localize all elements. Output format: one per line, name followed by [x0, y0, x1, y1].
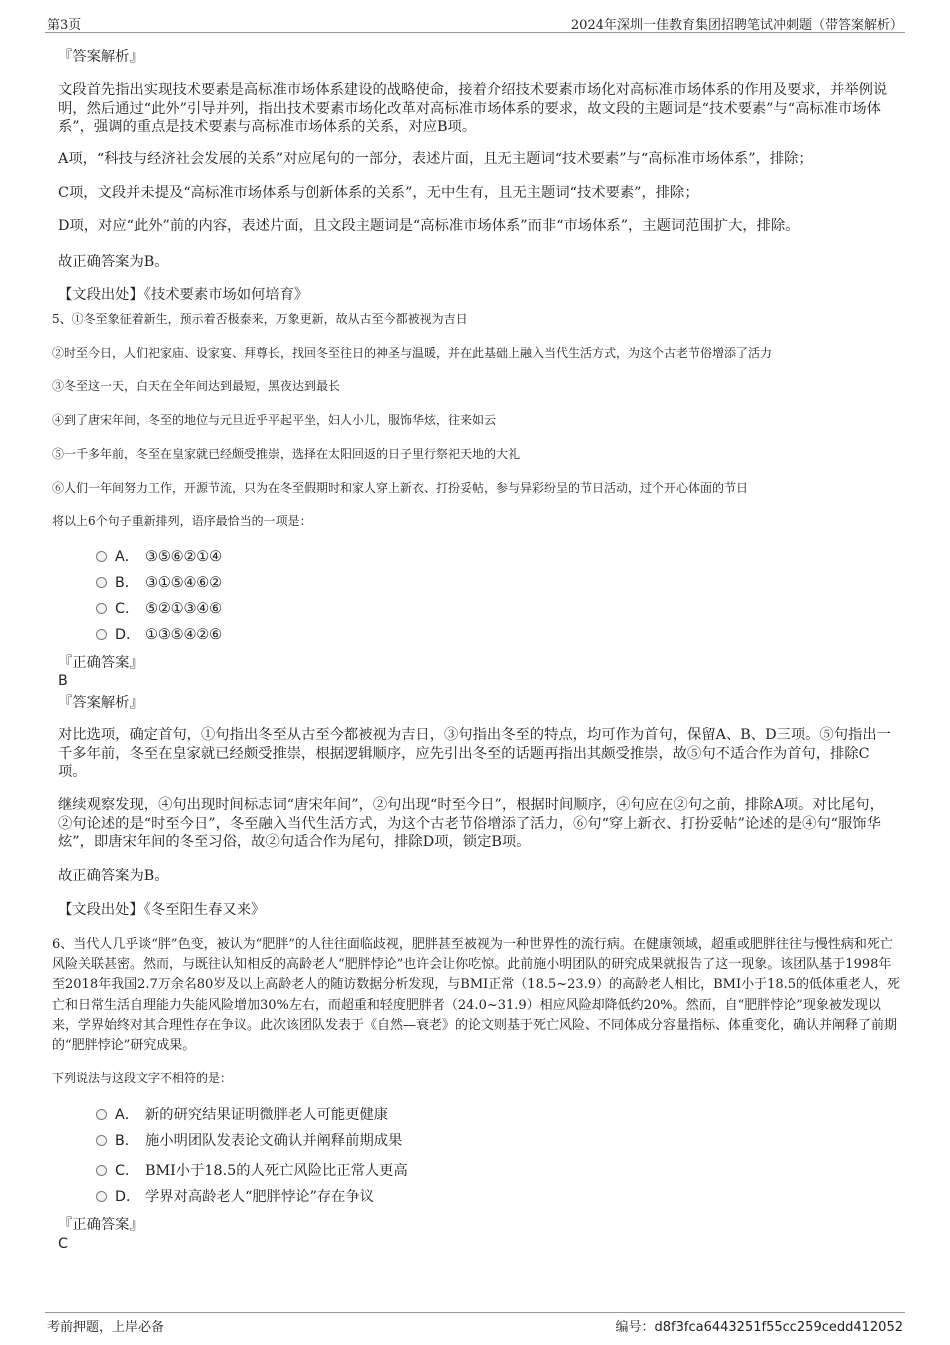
- footer-code: [616, 1316, 903, 1335]
- q5-answer-label: 『正确答案』: [58, 655, 144, 671]
- q6-prompt: 下列说法与这段文字不相符的是：: [52, 1071, 233, 1085]
- q5-source: 【文段出处】《冬至阳生春又来》: [58, 902, 266, 918]
- q5-answer-statement: 故正确答案为B。: [58, 868, 169, 884]
- q4-answer-statement: 故正确答案为B。: [58, 254, 169, 270]
- q5-answer: B: [58, 673, 68, 689]
- radio-icon[interactable]: [96, 629, 107, 640]
- radio-icon[interactable]: [96, 1135, 107, 1146]
- q5-sentence-1: 5、①冬至象征着新生，预示着否极泰来，万象更新，故从古至今都被视为吉日: [52, 312, 468, 326]
- q5-sentence-6: ⑥人们一年间努力工作，开源节流，只为在冬至假期时和家人穿上新衣、打扮妥帖，参与异彩纷呈的节日活动，过个开心体面的节日: [52, 481, 749, 495]
- q5-analysis-paragraph-1: 对比选项，确定首句，①句指出冬至从古至今都被视为吉日，③句指出冬至的特点，均可作为首句，保留A、B、D三项。⑤句指出一千多年前，冬至在皇家就已经颇受推崇，根据逻辑顺序，应先引出冬至的话题再指出其颇受推崇，故⑤句不适合作为首句，排除C项。: [58, 727, 891, 780]
- page-footer: [45, 1312, 905, 1333]
- page-number: 第3页: [47, 18, 82, 33]
- q5-sentence-4: ④到了唐宋年间，冬至的地位与元旦近乎平起平坐，妇人小儿，服饰华炫，往来如云: [52, 413, 497, 427]
- page-header: [45, 14, 905, 33]
- q4-source: 【文段出处】《技术要素市场如何培育》: [58, 287, 309, 303]
- radio-icon[interactable]: [96, 603, 107, 614]
- q5-analysis-label: 『答案解析』: [58, 695, 144, 711]
- q6-option-b[interactable]: B． 施小明团队发表论文确认并阐释前期成果: [96, 1131, 402, 1151]
- radio-icon[interactable]: [96, 1165, 107, 1176]
- footer-code-label: 编号：: [615, 1320, 655, 1335]
- q5-sentence-5: ⑤一千多年前，冬至在皇家就已经颇受推崇，选择在太阳回返的日子里行祭祀天地的大礼: [52, 447, 521, 461]
- q5-option-d[interactable]: D． ①③⑤④②⑥: [96, 625, 222, 645]
- q4-analysis-paragraph-3: C项，文段并未提及“高标准市场体系与创新体系的关系”，无中生有，且无主题词“技术要素”，排除；: [58, 185, 699, 201]
- q5-option-b[interactable]: B． ③①⑤④⑥②: [96, 573, 222, 593]
- footer-slogan: 考前押题，上岸必备: [47, 1320, 165, 1335]
- q4-analysis-label: 『答案解析』: [58, 49, 144, 65]
- q6-answer: C: [58, 1236, 68, 1252]
- q4-analysis-paragraph-4: D项，对应“此外”前的内容，表述片面，且文段主题词是“高标准市场体系”而非“市场体系”，主题词范围扩大，排除。: [58, 218, 800, 234]
- q6-option-a[interactable]: A． 新的研究结果证明微胖老人可能更健康: [96, 1105, 388, 1125]
- q5-sentence-3: ③冬至这一天，白天在全年间达到最短，黑夜达到最长: [52, 379, 341, 393]
- q6-passage: 6、当代人几乎谈“胖”色变，被认为“肥胖”的人往往面临歧视，肥胖甚至被视为一种世界性的流行病。在健康领域，超重或肥胖往往与慢性病和死亡风险关联甚密。然而，与既往认知相反的高龄老人“肥胖悖论”也许会让你吃惊。此前施小明团队的研究成果就报告了这一现象。该团队基于1998年至2018年我国2.7万余名80岁及以上高龄老人的随访数据分析发现，与BMI正常（18.5~23.9）的高龄老人相比，BMI小于18.5的低体重老人，死亡和日常生活自理能力失能风险增加30%左右，而超重和轻度肥胖者（24.0~31.9）相应风险却降低约20%。然而，自“肥胖悖论”现象被发现以来，学界始终对其合理性存在争议。此次该团队发表于《自然—衰老》的论文则基于死亡风险、不同体成分容量指标、体重变化，确认并阐释了前期的“肥胖悖论”研究成果。: [52, 937, 901, 1054]
- q5-option-c[interactable]: C． ⑤②①③④⑥: [96, 599, 222, 619]
- q6-option-d[interactable]: D． 学界对高龄老人“肥胖悖论”存在争议: [96, 1187, 374, 1207]
- radio-icon[interactable]: [96, 1191, 107, 1202]
- q5-sentence-2: ②时至今日，人们祀家庙、设家宴、拜尊长，找回冬至往日的神圣与温暖，并在此基础上融入当代生活方式，为这个古老节俗增添了活力: [52, 346, 773, 360]
- footer-code-value: d8f3fca6443251f55cc259cedd412052: [654, 1320, 903, 1335]
- q5-analysis-paragraph-2: 继续观察发现，④句出现时间标志词“唐宋年间”，②句出现“时至今日”，根据时间顺序，④句应在②句之前，排除A项。对比尾句，②句论述的是“时至今日”，冬至融入当代生活方式，为这个古老节俗增添了活力，⑥句“穿上新衣、打扮妥帖”论述的是④句“服饰华炫”，即唐宋年间的冬至习俗，故②句适合作为尾句，排除D项，锁定B项。: [58, 797, 884, 850]
- q5-option-a[interactable]: A． ③⑤⑥②①④: [96, 547, 222, 567]
- radio-icon[interactable]: [96, 551, 107, 562]
- document-title: 2024年深圳一佳教育集团招聘笔试冲刺题（带答案解析）: [570, 18, 903, 33]
- q5-prompt: 将以上6个句子重新排列，语序最恰当的一项是：: [52, 514, 312, 528]
- radio-icon[interactable]: [96, 577, 107, 588]
- q6-answer-label: 『正确答案』: [58, 1217, 144, 1233]
- q4-analysis-paragraph-1: 文段首先指出实现技术要素是高标准市场体系建设的战略使命，接着介绍技术要素市场化对高标准市场体系的作用及要求，并举例说明，然后通过“此外”引导并列，指出技术要素市场化改革对高标准市场体系的要求，故文段的主题词是“技术要素”与“高标准市场体系”，强调的重点是技术要素与高标准市场体系的关系，对应B项。: [58, 82, 888, 135]
- radio-icon[interactable]: [96, 1109, 107, 1120]
- q4-analysis-paragraph-2: A项，“科技与经济社会发展的关系”对应尾句的一部分，表述片面，且无主题词“技术要素”与“高标准市场体系”，排除；: [58, 151, 813, 167]
- q6-option-c[interactable]: C． BMI小于18.5的人死亡风险比正常人更高: [96, 1161, 408, 1181]
